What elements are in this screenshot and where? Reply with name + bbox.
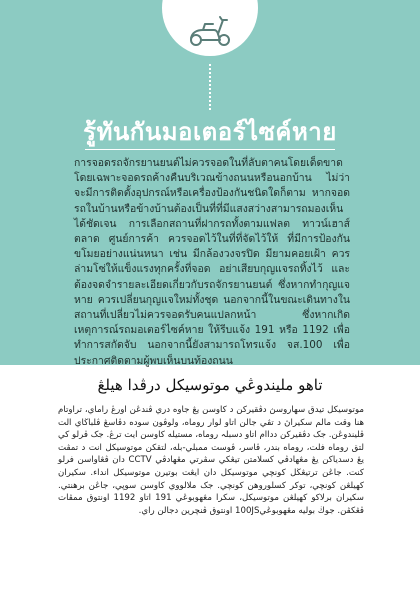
dotted-connector: [209, 64, 211, 110]
scooter-icon: [187, 14, 233, 48]
thai-body-text: การจอดรถจักรยานยนต์ไม่ควรจอดในที่ลับตาคนโดยเด็ดขาด โดยเฉพาะจอดรถค้างคืนบริเวณข้างถนนหรือนอกบ้าน ไม่ว่าจะมีการติดตั้งอุปกรณ์หรือเครื่องป้องกันชนิดใดก็ตาม หากจอดรถในบ้านหรือข้างบ้านต้องเป็นที่ที่มีแสงสว่างสามารถมองเห็นได้ชัดเจน การเลือกสถานที่ฝากรถทั้งตามแฟลต ทาวน์เฮาส์ ตลาด ศูนย์การค้า ควรจอดไว้ในที่ที่จัดไว้ให้ ที่มีการป้องกันขโมยอย่างแน่นหนา เช่น มีกล้องวงจรปิด มียามคอยเฝ้า ควรล่ามโซ่ให้แข็งแรงทุกครั้งที่จอด อย่าเสียบกุญแจรถทิ้งไว้ และต้องจดจำรายละเอียดเกี่ยวกับรถจักรยานยนต์ ซึ่งหากทำกุญแจหาย ควรเปลี่ยนกุญแจใหม่ทั้งชุด นอกจากนี้ในขณะเดินทางในสถานที่เปลี่ยวไม่ควรจอดรับคนแปลกหน้า ซึ่งหากเกิดเหตุการณ์รถมอเตอร์ไซค์หาย ให้รีบแจ้ง 191 หรือ 1192 เพื่อทำการสกัดจับ นอกจากนี้ยังสามารถโทรแจ้ง จส.100 เพื่อประกาศติดตามผู้พบเห็นบนท้องถนน: [74, 157, 350, 367]
jawi-title: تاهو مليندوڠي موتوسيكل درڤدا هيلڠ: [97, 376, 323, 394]
title-divider: [85, 149, 335, 150]
page-title: รู้ทันกันมอเตอร์ไซค์หาย: [83, 118, 337, 146]
jawi-body-text: موتوسيكل تيدق سهاروسڽ دڤقيركن د کاوسن يڠ جاوه دري ڤندڠن اورڠ راماي، تراوتام هنا وقت مالم سکيراڽ د تڤي جالن اتاو لوار روماه، ولوڤون سوده دڤاسڠ ڤلباڬاي الت ڤليندوڠن. جک دڤقيركن دداام اتاو دسبلہ روماه، مستيله کاوسن ايت ترڠ. جک ڤرلو کي لتق روماه فلت، روماه بندر، ڤاسر، ڤوست ممبلي-بله، لتقکن موتوسيكل انت د تمڤت يڠ دسدياکن يڠ مڠهادڤي کسلامتن تيڠکي سڤرتي مڠهادڤي CCTV دان ڤڠاواسن فرلو کنت. جاڠن ترتيڠڬل کونچي موتوسيكل دان ايڠت بوتيرن موتوسيكل انداء. سکيران کهيلڠن کونچي، توکر کسلوروهن کونچي. جک ملالووي کاوسن سوڽي، جاڠن برهنتي. سکيران برلاکو کهيلڠن موتوسيكل، سکرا مڠهوبوڠي 191 اتاو 1192 اونتوق ممڤات ڤڠکڤن. جوڬ بوليه مڠهوبوڠي100JS اونتوق ڤنچرين دجالن راي.: [58, 405, 365, 516]
